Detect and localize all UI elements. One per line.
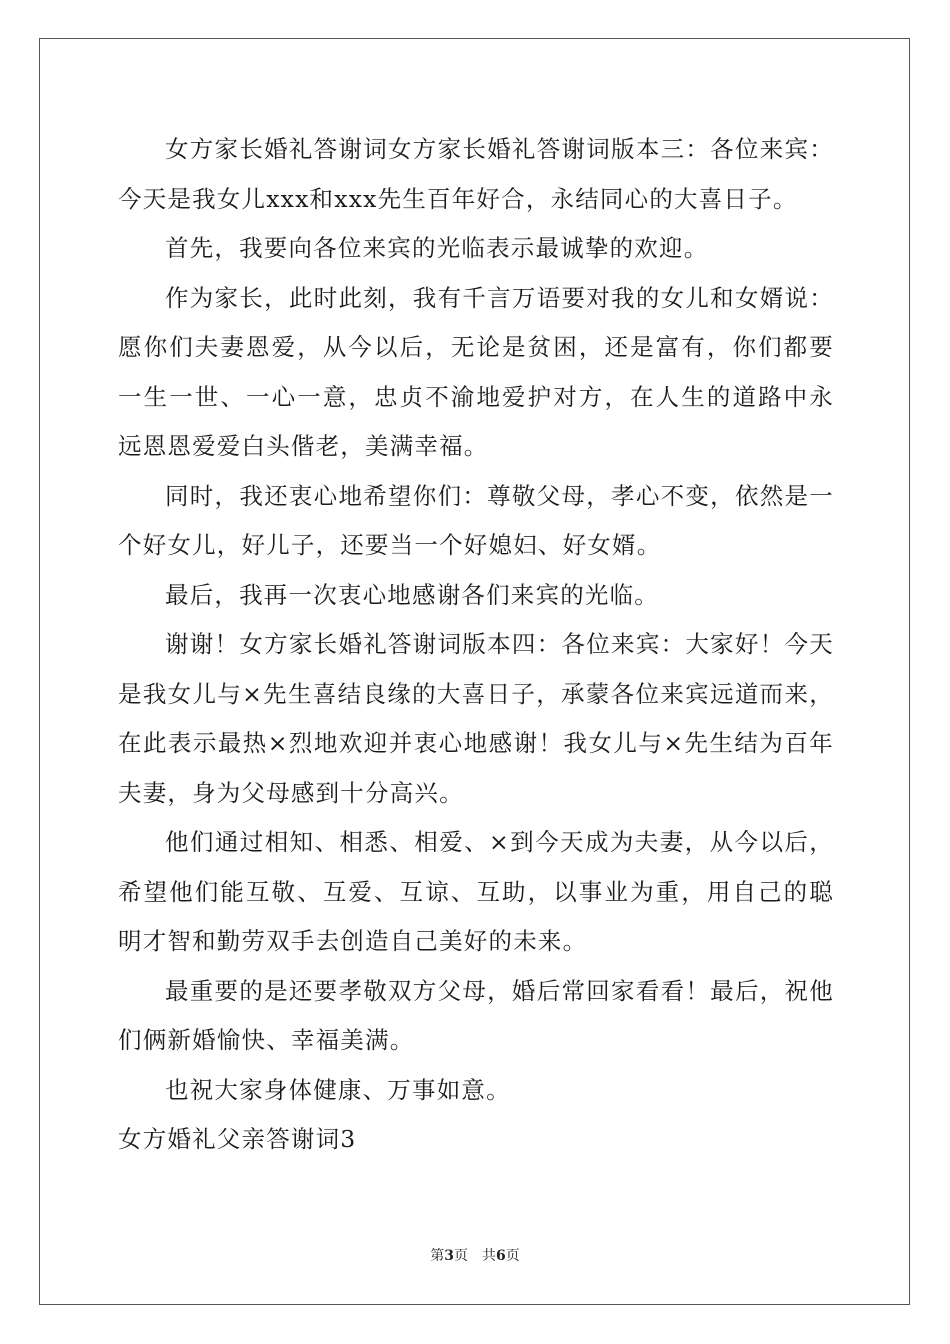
- paragraph: 女方家长婚礼答谢词女方家长婚礼答谢词版本三：各位来宾：今天是我女儿xxx和xxx先生百年好合，永结同心的大喜日子。: [118, 135, 834, 213]
- page-total-prefix: 共: [482, 1248, 496, 1264]
- page-number-suffix: 页: [454, 1248, 468, 1264]
- paragraph: 作为家长，此时此刻，我有千言万语要对我的女儿和女婿说：愿你们夫妻恩爱，从今以后，无论是贫困，还是富有，你们都要一生一世、一心一意，忠贞不渝地爱护对方，在人生的道路中永远恩恩爱爱白头偕老，美满幸福。: [118, 283, 834, 460]
- paragraph: 也祝大家身体健康、万事如意。: [165, 1075, 511, 1104]
- paragraph: 他们通过相知、相悉、相爱、×到今天成为夫妻，从今以后，希望他们能互敬、互爱、互谅、互助，以事业为重，用自己的聪明才智和勤劳双手去创造自己美好的未来。: [118, 828, 834, 955]
- paragraph: 首先，我要向各位来宾的光临表示最诚挚的欢迎。: [165, 234, 709, 262]
- page-number-total: 6: [496, 1248, 506, 1264]
- paragraph: 最后，我再一次衷心地感谢各们来宾的光临。: [165, 580, 659, 609]
- paragraph: 谢谢！女方家长婚礼答谢词版本四：各位来宾：大家好！今天是我女儿与×先生喜结良缘的大喜日子，承蒙各位来宾远道而来，在此表示最热×烈地欢迎并衷心地感谢！我女儿与×先生结为百年夫妻，身为父母感到十分高兴。: [118, 630, 834, 807]
- paragraph: 最重要的是还要孝敬双方父母，婚后常回家看看！最后，祝他们俩新婚愉快、幸福美满。: [118, 976, 834, 1054]
- page-total-suffix: 页: [505, 1248, 520, 1264]
- page-number-current: 3: [444, 1248, 454, 1264]
- document-body: [118, 125, 834, 1165]
- section-heading: 女方婚礼父亲答谢词3: [118, 1125, 357, 1153]
- page-number-prefix: 第: [430, 1248, 445, 1264]
- paragraph: 同时，我还衷心地希望你们：尊敬父母，孝心不变，依然是一个好女儿，好儿子，还要当一个好媳妇、好女婿。: [118, 481, 834, 559]
- page-footer: [0, 1247, 950, 1265]
